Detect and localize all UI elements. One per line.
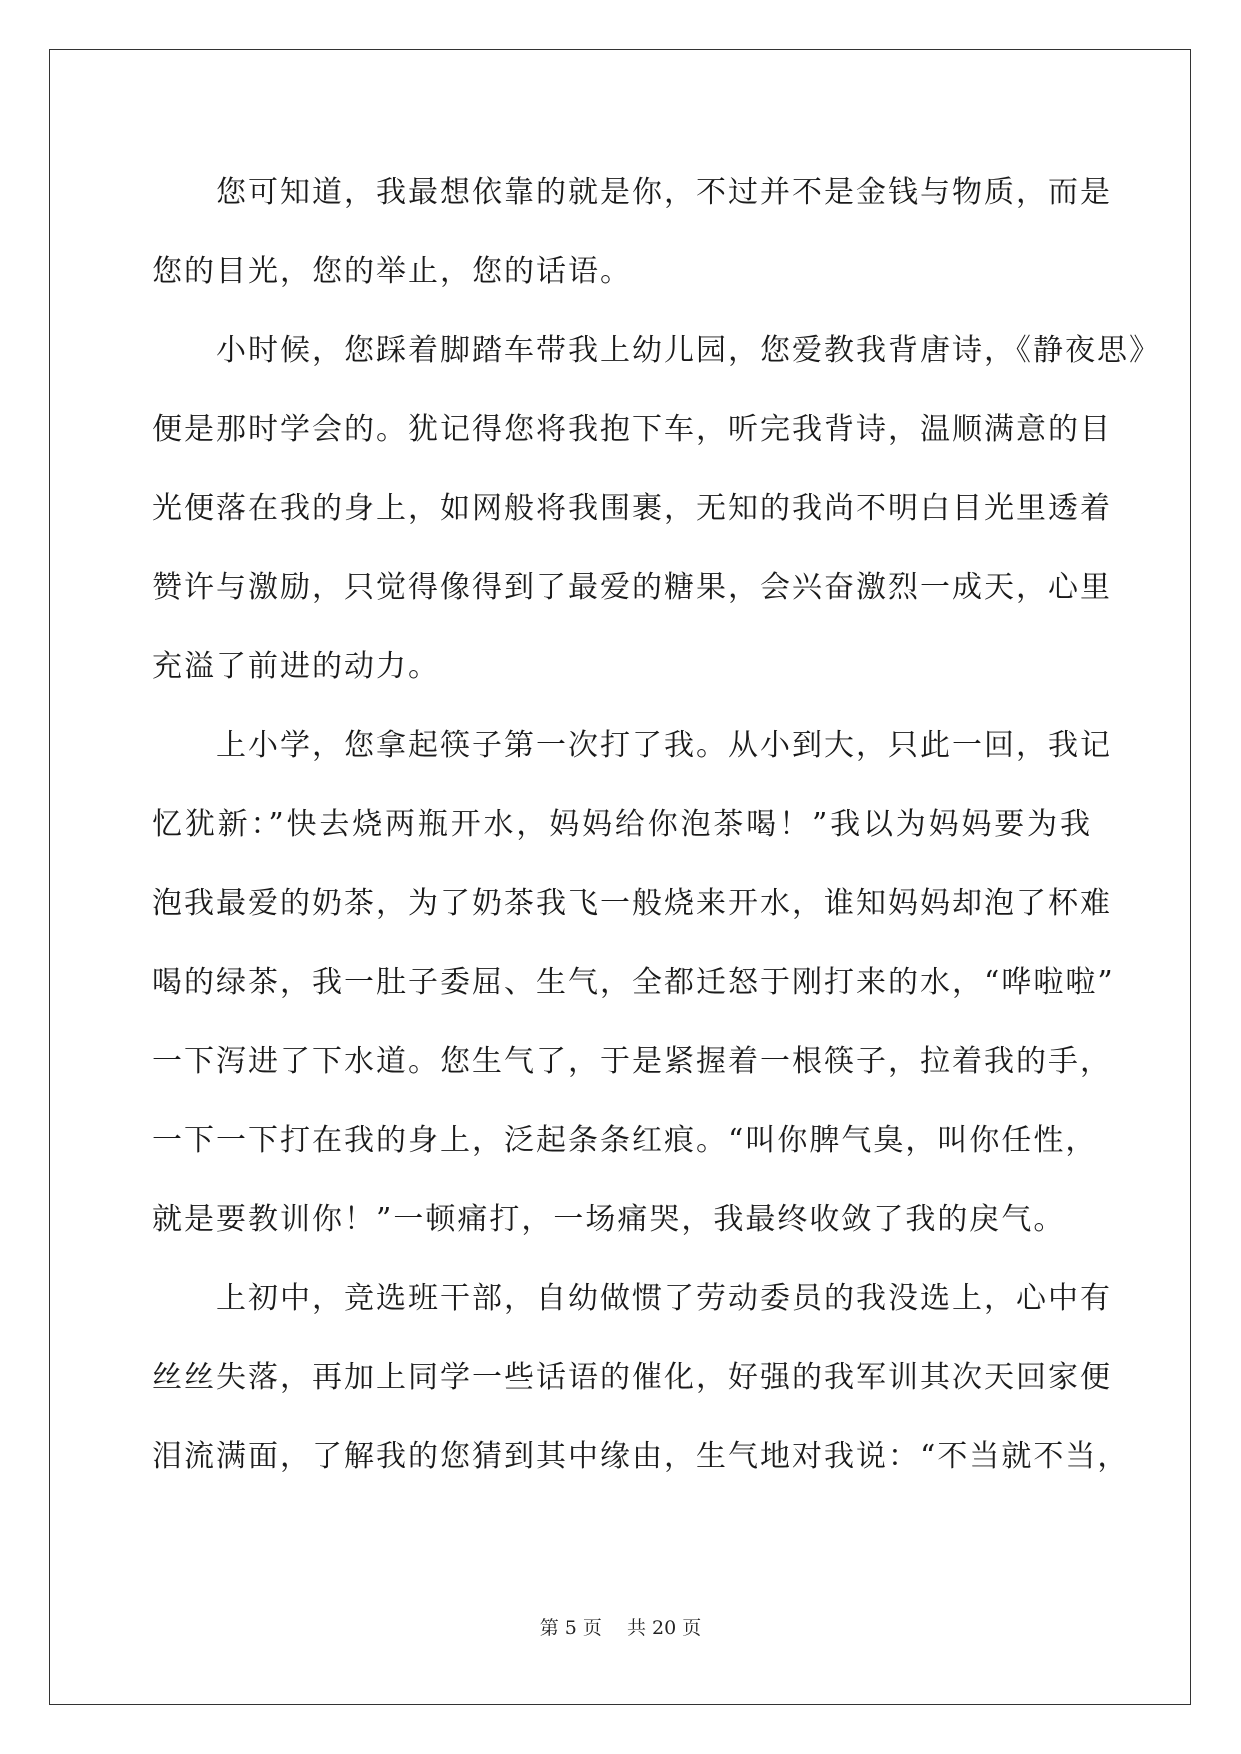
text-line: 忆犹新：”快去烧两瓶开水，妈妈给你泡茶喝！”我以为妈妈要为我 xyxy=(152,807,1092,842)
text-line: 丝丝失落，再加上同学一些话语的催化，好强的我军训其次天回家便 xyxy=(152,1360,1112,1395)
text-line: 一下一下打在我的身上，泛起条条红痕。“叫你脾气臭，叫你任性， xyxy=(152,1123,1098,1158)
text-line: 您的目光，您的举止，您的话语。 xyxy=(152,254,632,289)
text-line: 小时候，您踩着脚踏车带我上幼儿园，您爱教我背唐诗，《静夜思》 xyxy=(216,333,1161,368)
text-line: 泪流满面，了解我的您猜到其中缘由，生气地对我说：“不当就不当， xyxy=(152,1439,1130,1474)
text-line: 喝的绿茶，我一肚子委屈、生气，全都迁怒于刚打来的水，“哗啦啦” xyxy=(152,965,1115,1000)
text-line: 便是那时学会的。犹记得您将我抱下车，听完我背诗，温顺满意的目 xyxy=(152,412,1112,447)
text-line: 泡我最爱的奶茶，为了奶茶我飞一般烧来开水，谁知妈妈却泡了杯难 xyxy=(152,886,1112,921)
text-line: 一下泻进了下水道。您生气了，于是紧握着一根筷子，拉着我的手， xyxy=(152,1044,1112,1079)
text-line: 上小学，您拿起筷子第一次打了我。从小到大，只此一回，我记 xyxy=(216,728,1112,763)
document-body xyxy=(152,153,1161,1496)
text-line: 您可知道，我最想依靠的就是你，不过并不是金钱与物质，而是 xyxy=(216,175,1112,210)
page-number: 第 5 页 共 20 页 xyxy=(539,1617,702,1639)
text-line: 就是要教训你！”一顿痛打，一场痛哭，我最终收敛了我的戾气。 xyxy=(152,1202,1066,1237)
text-line: 赞许与激励，只觉得像得到了最爱的糖果，会兴奋激烈一成天，心里 xyxy=(152,570,1112,605)
text-line: 上初中，竞选班干部，自幼做惯了劳动委员的我没选上，心中有 xyxy=(216,1281,1112,1316)
text-line: 充溢了前进的动力。 xyxy=(152,649,440,684)
text-line: 光便落在我的身上，如网般将我围裹，无知的我尚不明白目光里透着 xyxy=(152,491,1112,526)
